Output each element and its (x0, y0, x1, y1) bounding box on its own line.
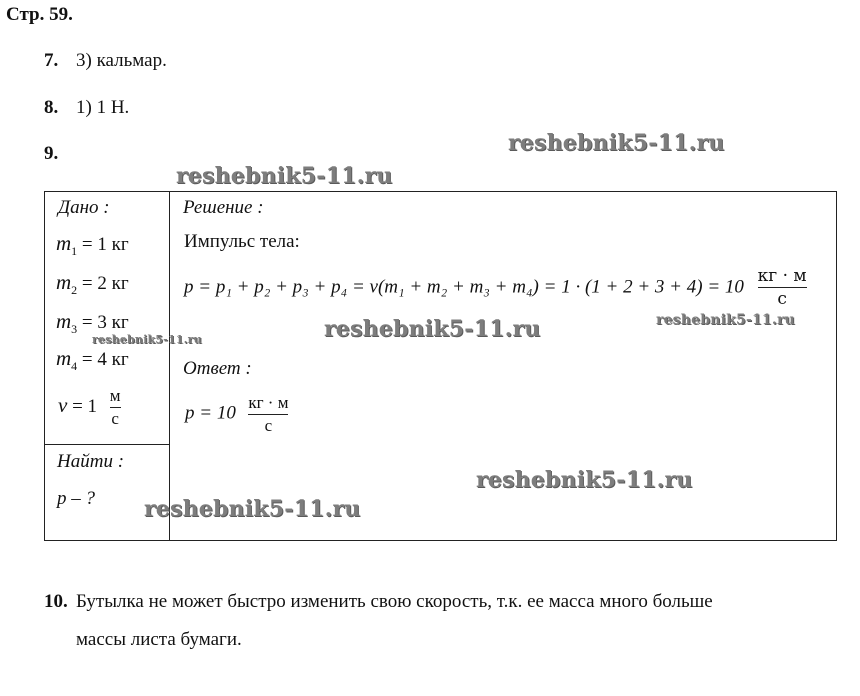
solution-formula: p = p₁ + p₂ + p₃ + p₄ = v(m₁ + m₂ + m₃ + m₄) = 1 · (1 + 2 + 3 + 4) = 10 $\frac{кг \cdot м}{с}$ (184, 266, 807, 310)
watermark: reshebnik5-11.ru (324, 316, 541, 342)
given-mass-2: $m_2 = 2$ кг (56, 270, 129, 297)
question-8 (44, 97, 129, 119)
question-number: 10. (44, 591, 68, 612)
problem-table (44, 191, 837, 541)
given-mass-4: $m_4 = 4$ кг (56, 346, 129, 373)
page-title: Стр. 59. (6, 4, 73, 25)
watermark: reshebnik5-11.ru (656, 312, 795, 328)
given-heading: Дано : (58, 197, 110, 218)
question-10-line2: массы листа бумаги. (76, 629, 242, 650)
table-divider-vertical (169, 191, 170, 541)
question-7 (44, 50, 167, 72)
solution-heading: Решение : (183, 197, 264, 218)
question-answer: 3) кальмар. (76, 50, 167, 71)
answer-unit-fraction: $\frac{кг \cdot м}{с}$ (248, 393, 289, 436)
given-mass-1: $m_1 = 1$ кг (56, 231, 129, 258)
watermark: reshebnik5-11.ru (92, 333, 202, 346)
find-expression: p – ? (57, 488, 95, 509)
find-heading: Найти : (57, 451, 125, 472)
question-number: 8. (44, 97, 59, 118)
watermark: reshebnik5-11.ru (476, 467, 693, 493)
watermark: reshebnik5-11.ru (176, 163, 393, 189)
given-mass-3: $m_3 = 3$ кг (56, 309, 129, 336)
question-10 (44, 591, 713, 613)
formula-unit-fraction: $\frac{кг \cdot м}{с}$ (757, 266, 807, 310)
solution-intro: Импульс тела: (184, 231, 300, 252)
question-answer-line1: Бутылка не может быстро изменить свою скорость, т.к. ее масса много больше (76, 591, 713, 612)
watermark: reshebnik5-11.ru (508, 130, 725, 156)
question-number: 9. (44, 143, 59, 164)
table-divider-horizontal (44, 444, 170, 445)
question-answer: 1) 1 Н. (76, 97, 130, 118)
answer-heading: Ответ : (183, 358, 252, 379)
answer-formula: p = 10 $\frac{кг \cdot м}{с}$ (185, 393, 289, 436)
velocity-unit-fraction: $\frac{м}{с}$ (109, 386, 121, 429)
question-9 (44, 143, 58, 165)
given-velocity: v = 1 $\frac{м}{с}$ (58, 386, 121, 429)
question-number: 7. (44, 50, 59, 71)
watermark: reshebnik5-11.ru (144, 496, 361, 522)
